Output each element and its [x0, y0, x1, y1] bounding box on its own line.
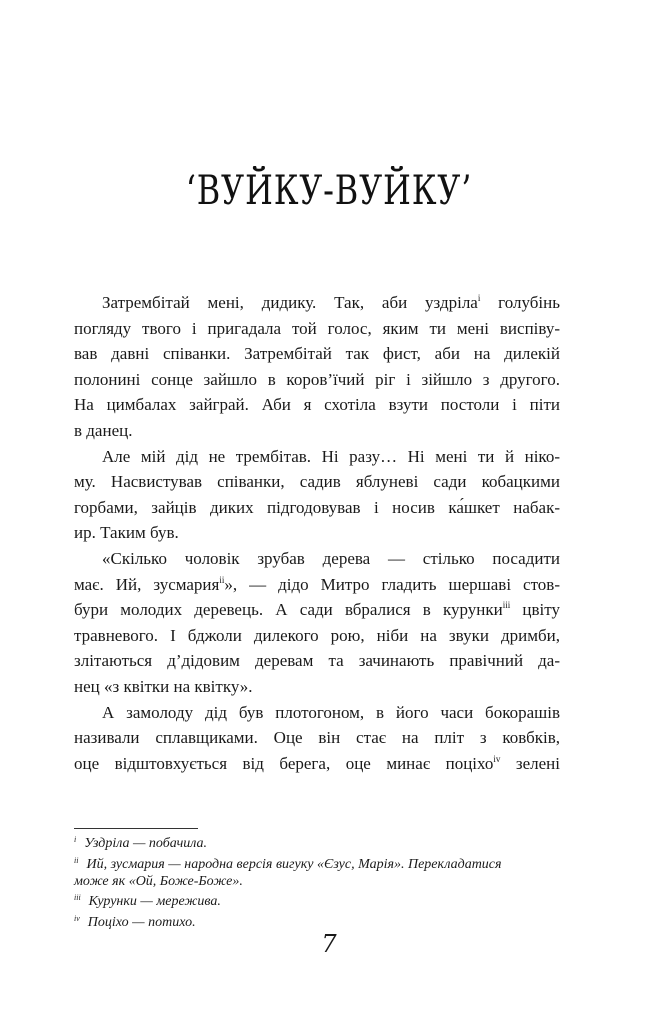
text-line: Затрембітай мені, дидику. Так, аби уздріла$^i$ голубінь — [102, 293, 560, 312]
text-line: А замолоду дід був плотогоном, в його часи бокорашів — [102, 702, 560, 722]
footnote-mark: iv — [74, 914, 80, 924]
text-line: бури молодих деревець. А сади вбралися в курунки$^{iii}$ цвіту — [74, 600, 560, 620]
text-line: горбами, зайців диких підгодовував і носив ка́шкет набак- — [74, 497, 560, 517]
footnote-ref[interactable]: iv — [493, 753, 501, 764]
text-line: погляду твого і пригадала той голос, яким ти мені виспіву- — [74, 318, 560, 338]
text-line: полонині сонце зайшло в коров’їчий ріг і зійшло з другого. — [74, 369, 560, 389]
text-line: називали сплавщиками. Оце він стає на пліт з ковбків, — [74, 728, 560, 748]
footnote-iv: $^{iv}$ Поціхо — потихо. — [74, 914, 196, 931]
text-line: ир. Таким був. — [74, 523, 179, 543]
text-line: Але мій дід не трембітав. Ні разу… Ні мені ти й ніко- — [102, 446, 560, 466]
text-line: нец «з квітки на квітку». — [74, 676, 253, 696]
footnote-ref[interactable]: iii — [502, 600, 511, 611]
footnote-mark: iii — [74, 893, 81, 903]
text-line: му. Насвистував співанки, садив яблуневі сади кобацкими — [74, 472, 560, 492]
footnote-divider — [74, 828, 198, 829]
text-line: має. Ий, зусмария$^{ii}$», — дідо Митро гладить шершаві стов- — [74, 574, 560, 594]
text-line: травневого. І бджоли дилекого рою, ніби на звуки дримби, — [74, 625, 560, 645]
footnote-ii: $^{ii}$ Ий, зусмария — народна версія вигуку «Єзус, Марія». Перекладатися — [74, 855, 502, 872]
footnote-mark: i — [74, 835, 77, 844]
text-line: На цимбалах зайграй. Аби я схотіла взути постоли і піти — [74, 395, 560, 415]
page-number: 7 — [321, 930, 337, 958]
text-line: вав давні співанки. Затрембітай так фист, аби на дилекій — [74, 344, 560, 364]
text-line: в данец. — [74, 420, 133, 440]
chapter-title: ‘ВУЙКУ-ВУЙКУ’ — [185, 168, 473, 214]
text-line: злітаються д’дідовим деревам та зачинають правічний да- — [74, 651, 560, 671]
footnotes — [74, 832, 564, 932]
footnote-ref[interactable]: ii — [219, 574, 225, 585]
body-text — [74, 290, 560, 776]
text-line: оце відштовхується від берега, оце минає поціхо$^{iv}$ зелені — [74, 753, 560, 773]
footnote-ref[interactable]: i — [477, 293, 481, 303]
footnote-mark: ii — [74, 855, 79, 865]
footnote-ii-continuation: може як «Ой, Боже-Боже». — [74, 873, 243, 889]
text-line: «Скілько чоловік зрубав дерева — стілько посадити — [102, 548, 560, 568]
footnote-iii: $^{iii}$ Курунки — мережива. — [74, 893, 221, 910]
footnote-i: $^i$ Уздріла — побачила. — [74, 835, 208, 851]
